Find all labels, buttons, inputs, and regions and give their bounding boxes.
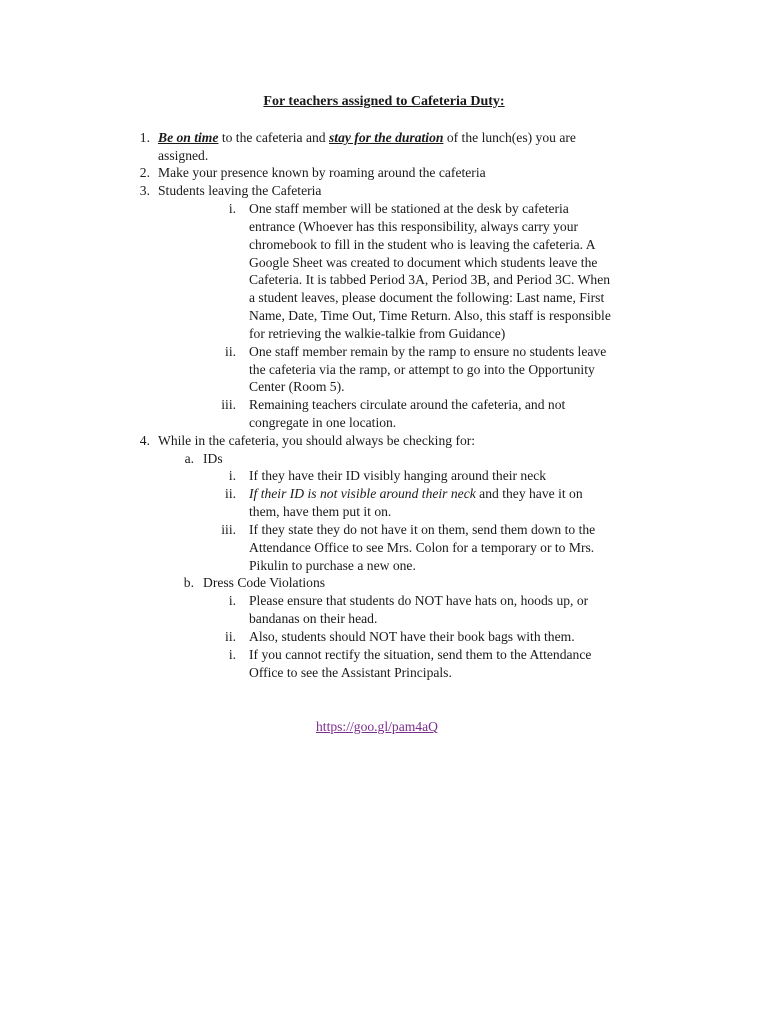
list-number-4: 4. [139, 433, 150, 448]
sub-item-4-a: IDs [203, 451, 223, 466]
sub-item-3-i-line-6: a student leaves, please document the following: Last name, First [249, 290, 605, 305]
sub-item-3-iii-line-1: Remaining teachers circulate around the cafeteria, and not [249, 397, 566, 412]
sub-item-4-a-iii-line-1: If they state they do not have it on them, send them down to the [249, 522, 596, 537]
sub-letter-4-b: b. [183, 575, 194, 590]
sub-item-4-b-ii: Also, students should NOT have their book bags with them. [249, 629, 575, 644]
list-number-1: 1. [139, 130, 150, 145]
list-item-1 [158, 129, 576, 147]
list-number-2: 2. [139, 165, 150, 180]
sub-item-3-i-line-1: One staff member will be stationed at the desk by cafeteria [249, 201, 569, 216]
sub-number-3-ii: ii. [225, 344, 236, 359]
sub-item-3-ii-line-2: the cafeteria via the ramp, or attempt to go into the Opportunity [249, 362, 595, 377]
list-item-4: While in the cafeteria, you should always be checking for: [158, 433, 476, 448]
sub-item-3-i-line-5: Cafeteria. It is tabbed Period 3A, Period 3B, and Period 3C. When [249, 272, 611, 287]
sub-item-4-a-i: If they have their ID visibly hanging around their neck [249, 468, 547, 483]
sub-number-3-i: i. [228, 201, 236, 216]
list-item-3: Students leaving the Cafeteria [158, 183, 322, 198]
sub-number-3-iii: iii. [221, 397, 236, 412]
sub-item-4-a-ii-line-2: them, have them put it on. [249, 504, 392, 519]
page-title: For teachers assigned to Cafeteria Duty: [263, 94, 505, 109]
sub-item-4-a-ii-rest: and they have it on [475, 486, 583, 501]
sub-number-4-a-iii: iii. [221, 522, 236, 537]
sub-number-4-b-i2: i. [228, 647, 236, 662]
sub-item-3-i-line-4: Google Sheet was created to document which students leave the [249, 255, 598, 270]
sub-item-4-a-iii-line-3: Pikulin to purchase a new one. [249, 558, 416, 573]
item1-text-b: of the lunch(es) you are [443, 130, 576, 145]
sub-item-3-iii-line-2: congregate in one location. [249, 415, 397, 430]
sub-item-3-ii-line-1: One staff member remain by the ramp to ensure no students leave [249, 344, 607, 359]
sub-item-3-ii-line-3: Center (Room 5). [249, 379, 345, 394]
sub-item-4-b-i2-line-2: Office to see the Assistant Principals. [249, 665, 452, 680]
sub-number-4-a-i: i. [228, 468, 236, 483]
sub-item-4-a-ii-line-1 [249, 485, 583, 503]
list-item-2: Make your presence known by roaming around the cafeteria [158, 165, 486, 180]
sub-item-4-b: Dress Code Violations [203, 575, 326, 590]
sub-item-3-i-line-8: for retrieving the walkie-talkie from Guidance) [249, 326, 506, 341]
list-number-3: 3. [139, 183, 150, 198]
sub-item-4-b-i2-line-1: If you cannot rectify the situation, send them to the Attendance [249, 647, 592, 662]
sub-item-3-i-line-7: Name, Date, Time Out, Time Return. Also, this staff is responsible [249, 308, 611, 323]
sub-item-4-b-i-line-2: bandanas on their head. [249, 611, 378, 626]
stay-duration-text: stay for the duration [329, 130, 444, 145]
sub-item-4-b-i-line-1: Please ensure that students do NOT have hats on, hoods up, or [249, 593, 589, 608]
sub-number-4-b-ii: ii. [225, 629, 236, 644]
sub-number-4-a-ii: ii. [225, 486, 236, 501]
sub-item-3-i-line-3: chromebook to fill in the student who is leaving the cafeteria. A [249, 237, 596, 252]
be-on-time-text: Be on time [158, 130, 219, 145]
sub-number-4-b-i: i. [228, 593, 236, 608]
sub-item-3-i-line-2: entrance (Whoever has this responsibility, always carry your [249, 219, 579, 234]
list-item-1-line-2: assigned. [158, 148, 209, 163]
id-not-visible-text: If their ID is not visible around their neck [249, 486, 476, 501]
sub-letter-4-a: a. [184, 451, 194, 466]
spreadsheet-link[interactable]: https://goo.gl/pam4aQ [316, 719, 438, 734]
sub-item-4-a-iii-line-2: Attendance Office to see Mrs. Colon for a temporary or to Mrs. [249, 540, 595, 555]
item1-text-a: to the cafeteria and [218, 130, 329, 145]
